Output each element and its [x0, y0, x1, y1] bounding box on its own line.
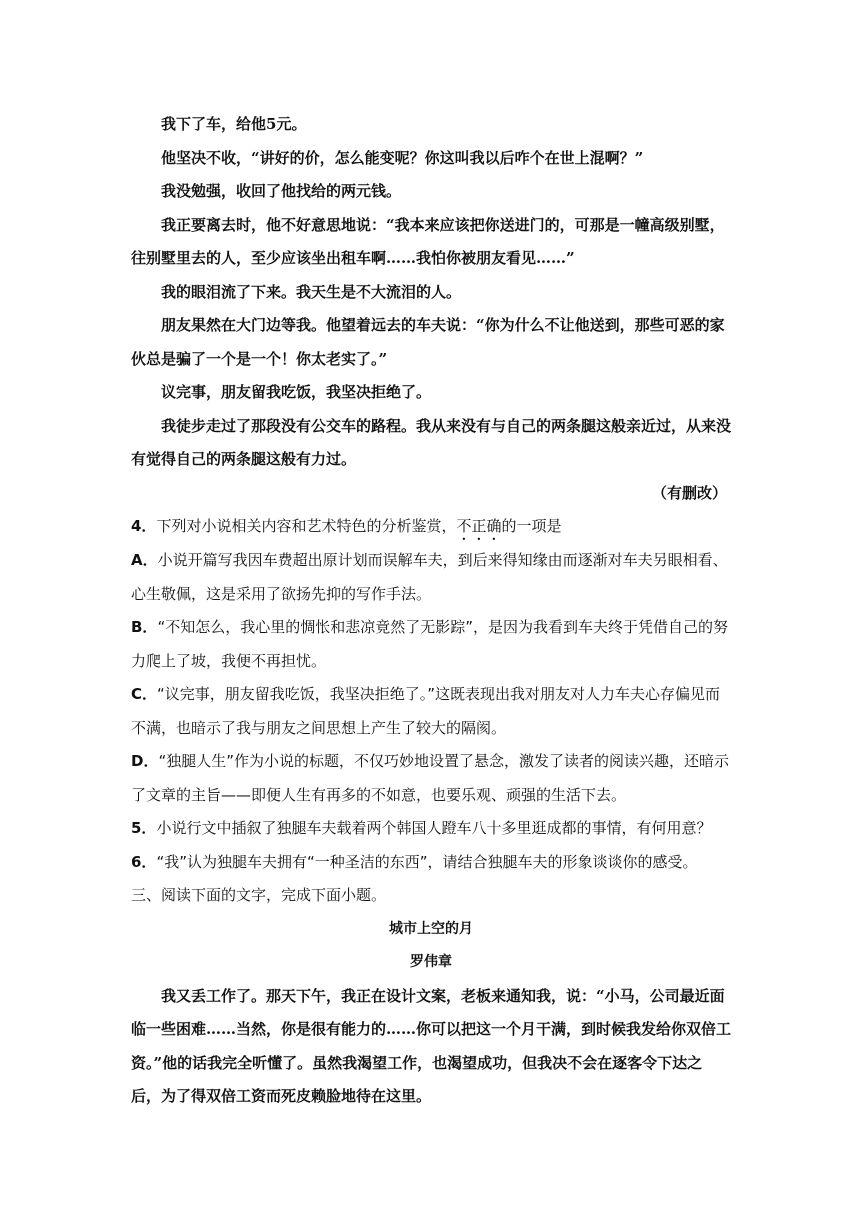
story-paragraph: 我正要离去时，他不好意思地说：“我本来应该把你送进门的，可那是一幢高级别墅，往别墅里去的人，至少应该坐出租车啊……我怕你被朋友看见……”: [131, 215, 725, 267]
question-text: 小说行文中插叙了独腿车夫载着两个韩国人蹬车八十多里逛成都的事情，有何用意？: [156, 819, 712, 837]
story-title: 城市上空的月: [389, 920, 473, 937]
story-paragraph: 议完事，朋友留我吃饭，我坚决拒绝了。: [161, 383, 432, 401]
question-stem: 下列对小说相关内容和艺术特色的分析鉴赏，: [156, 517, 457, 535]
option-d: [131, 745, 731, 812]
option-text: “独腿人生”作为小说的标题，不仅巧妙地设置了悬念，激发了读者的阅读兴趣，还暗示了文章的主旨——即便人生有再多的不如意，也要乐观、顽强的生活下去。: [131, 752, 729, 804]
option-label: A．: [131, 551, 158, 569]
story-paragraph: 他坚决不收，“讲好的价，怎么能变呢？你这叫我以后咋个在世上混啊？”: [161, 148, 644, 167]
story-paragraph: 我的眼泪流了下来。我天生是不大流泪的人。: [161, 282, 462, 301]
story-paragraph: 朋友果然在大门边等我。他望着远去的车夫说：“你为什么不让他送到，那些可恶的家伙总是骗了一个是一个！你太老实了。”: [131, 316, 725, 368]
option-text: “议完事，朋友留我吃饭，我坚决拒绝了。”这既表现出我对朋友对人力车夫心存偏见而不满，也暗示了我与朋友之间思想上产生了较大的隔阂。: [131, 685, 721, 737]
question-6: [131, 846, 731, 880]
story-paragraph: 我又丢工作了。那天下午，我正在设计文案，老板来通知我，说：“小马，公司最近面临一些困难……当然，你是很有能力的……你可以把这一个月干满，到时候我发给你双倍工资。”他的话我完全听懂了。虽然我渴望工作，也渴望成功，但我决不会在逐客令下达之后，为了得双倍工资而死皮赖脸地待在这里。: [131, 986, 732, 1105]
emphasized-text: 不正确: [456, 517, 502, 535]
section-heading: 三、阅读下面的文字，完成下面小题。: [131, 886, 387, 904]
option-label: D．: [131, 752, 159, 770]
option-label: B．: [131, 618, 158, 636]
question-number: 4．: [131, 517, 157, 535]
question-stem-end: 的一项是: [501, 517, 562, 535]
story-paragraph: 我没勉强，收回了他找给的两元钱。: [161, 182, 402, 200]
question-text: “我”认为独腿车夫拥有“一种圣洁的东西”，请结合独腿车夫的形象谈谈你的感受。: [156, 852, 698, 871]
story-author: 罗伟章: [410, 954, 452, 970]
option-c: [131, 678, 731, 745]
story-paragraph: 我下了车，给他5元。: [161, 115, 307, 133]
option-label: C．: [131, 685, 158, 703]
story-paragraph: 我徒步走过了那段没有公交车的路程。我从来没有与自己的两条腿这般亲近过，从来没有觉得自己的两条腿这般有力过。: [131, 416, 732, 468]
option-text: 小说开篇写我因车费超出原计划而误解车夫，到后来得知缘由而逐渐对车夫另眼相看、心生敬佩，这是采用了欲扬先抑的写作手法。: [131, 551, 728, 603]
option-a: [131, 544, 731, 611]
question-5: [131, 812, 731, 846]
option-b: [131, 611, 731, 678]
revision-note: （有删改）: [651, 483, 727, 502]
option-text: “不知怎么，我心里的惆怅和悲凉竟然了无影踪”，是因为我看到车夫终于凭借自己的努力爬上了坡，我便不再担忧。: [131, 618, 728, 670]
question-4: [131, 510, 731, 544]
page-content: [131, 108, 731, 1114]
question-number: 5．: [131, 819, 157, 837]
question-number: 6．: [131, 852, 157, 871]
